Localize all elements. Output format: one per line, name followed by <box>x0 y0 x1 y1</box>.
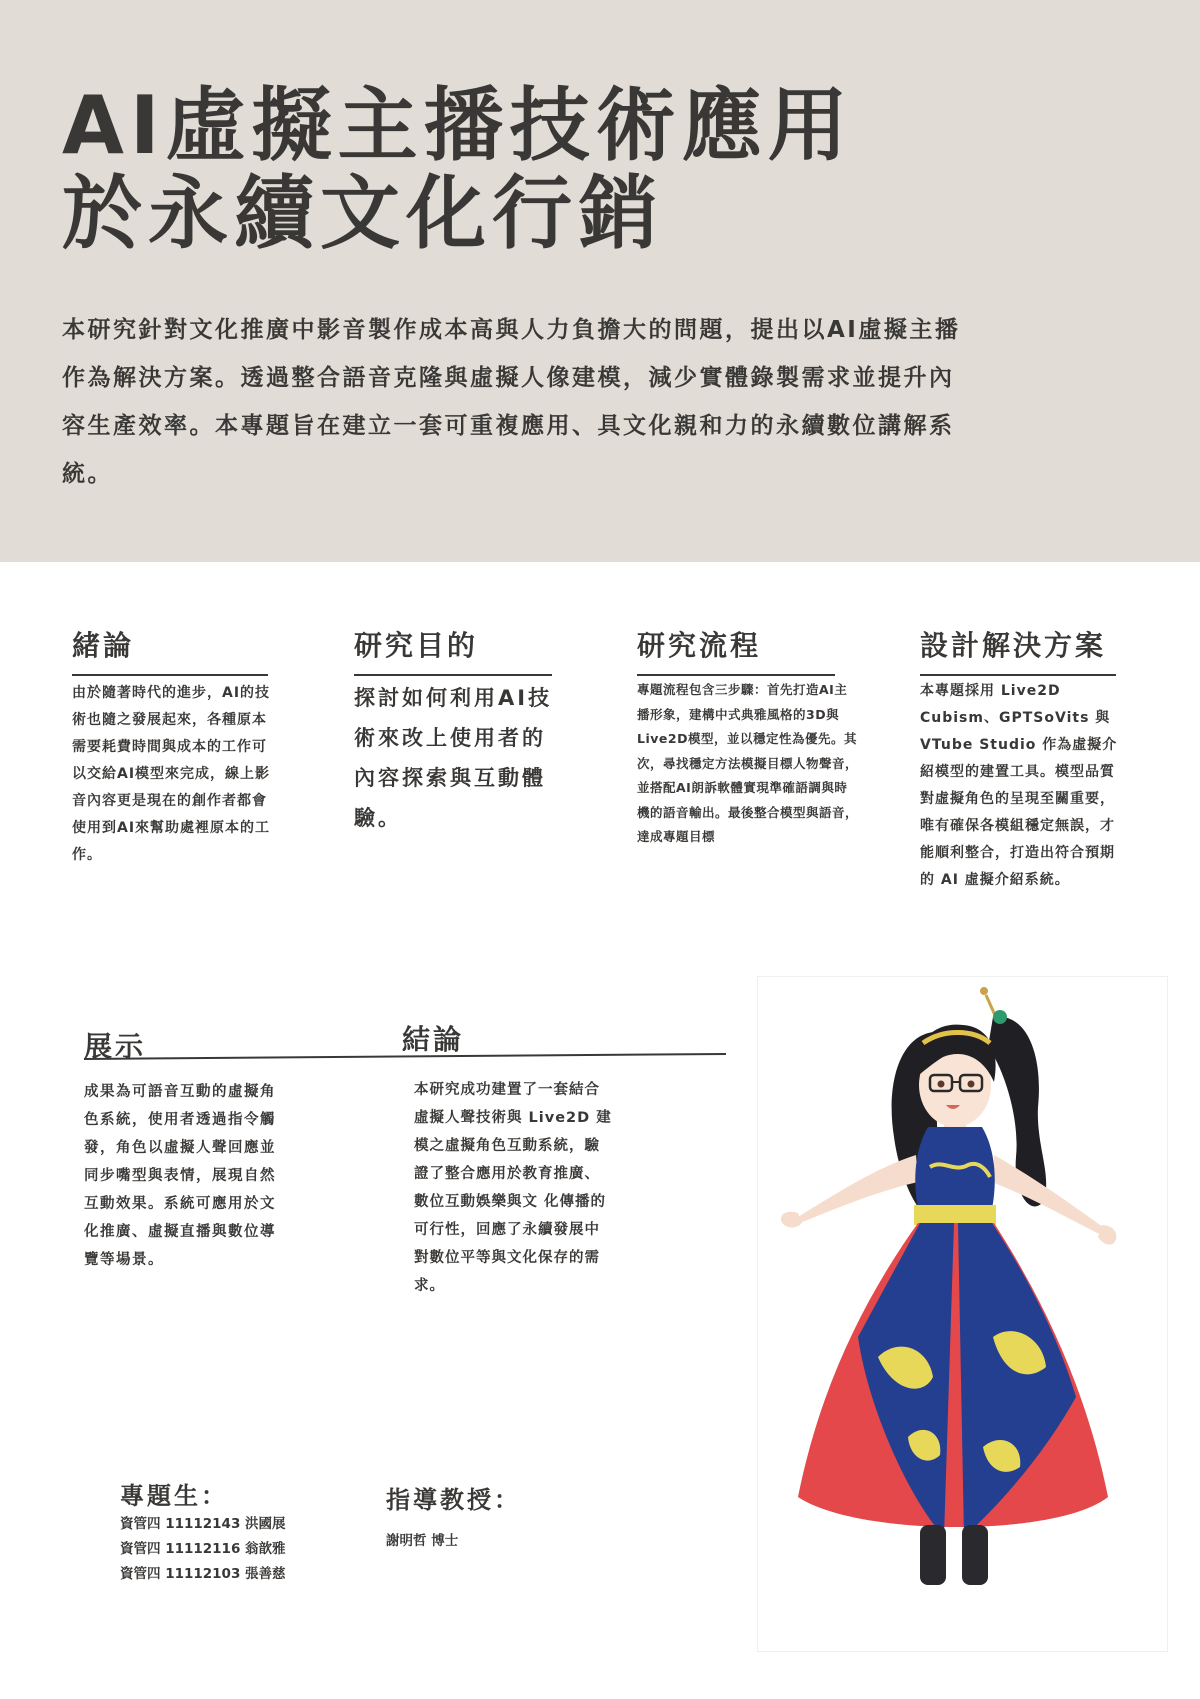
student-entry: 資管四 11112116 翁歆雅 <box>120 1541 286 1557</box>
section-heading-demo: 展示 <box>84 1030 147 1063</box>
section-body-conclusion: 本研究成功建置了一套結合虛擬人聲技術與 Live2D 建模之虛擬角色互動系統，驗證了整合應用於教育推廣、數位互動娛樂與文 化傳播的可行性，回應了永續發展中對數位平等與文化保存的需求。 <box>414 1082 612 1294</box>
left-boot <box>920 1525 946 1585</box>
intro-paragraph: 本研究針對文化推廣中影音製作成本高與人力負擔大的問題，提出以AI虛擬主播作為解決方案。透過整合語音克隆與虛擬人像建模，減少實體錄製需求並提升內容生產效率。本專題旨在建立一套可重複應用、具文化親和力的永續數位講解系統。 <box>62 317 961 487</box>
title-line-2: 於永續文化行銷 <box>62 167 664 260</box>
page-title <box>62 79 854 260</box>
section-heading-design: 設計解決方案 <box>920 624 1116 676</box>
advisor-list <box>386 1529 458 1554</box>
student-entry: 資管四 11112103 張善慈 <box>120 1566 286 1582</box>
right-boot <box>962 1525 988 1585</box>
section-body-purpose: 探討如何利用AI技術來改上使用者的內容探索與互動體驗。 <box>354 686 553 830</box>
section-heading-conclusion: 結論 <box>402 1023 465 1056</box>
right-arm <box>994 1155 1110 1239</box>
section-heading-intro: 緒論 <box>72 624 268 676</box>
hairpin-bead <box>980 987 988 995</box>
avatar-illustration-frame <box>757 976 1168 1652</box>
section-body-design: 本專題採用 Live2D Cubism、GPTSoVits 與 VTube Studio 作為虛擬介紹模型的建置工具。模型品質對虛擬角色的呈現至關重要，唯有確保各模組穩定無誤，才能順利整合，打造出符合預期的 AI 虛擬介紹系統。 <box>920 683 1118 888</box>
dress-sash <box>914 1205 996 1225</box>
hairpin-jade <box>993 1010 1007 1024</box>
section-body-intro: 由於隨著時代的進步，AI的技術也隨之發展起來，各種原本需要耗費時間與成本的工作可以交給AI模型來完成，線上影音內容更是現在的創作者都會使用到AI來幫助處裡原本的工作。 <box>72 685 271 863</box>
students-list <box>120 1512 286 1587</box>
advisor-entry: 謝明哲 博士 <box>386 1533 459 1549</box>
students-heading: 專題生： <box>120 1482 228 1510</box>
title-line-1: AI虛擬主播技術應用 <box>62 79 854 172</box>
section-heading-process: 研究流程 <box>637 624 835 676</box>
left-arm <box>790 1155 918 1227</box>
vtuber-character-illustration <box>758 977 1167 1651</box>
section-body-process: 專題流程包含三步驟：首先打造AI主播形象，建構中式典雅風格的3D與Live2D模型，並以穩定性為優先。其次，尋找穩定方法模擬目標人物聲音，並搭配AI朗訴軟體實現準確語調與時機的語音輸出。最後整合模型與語音，達成專題目標 <box>637 682 859 844</box>
left-hand <box>781 1212 802 1228</box>
student-entry: 資管四 11112143 洪國展 <box>120 1516 286 1532</box>
section-heading-purpose: 研究目的 <box>354 624 552 676</box>
section-body-demo: 成果為可語音互動的虛擬角色系統，使用者透過指令觸發，角色以虛擬人聲回應並同步嘴型與表情，展現自然互動效果。系統可應用於文化推廣、虛擬直播與數位導覽等場景。 <box>84 1084 276 1268</box>
advisor-heading: 指導教授： <box>386 1486 521 1514</box>
header-banner <box>0 0 1200 562</box>
